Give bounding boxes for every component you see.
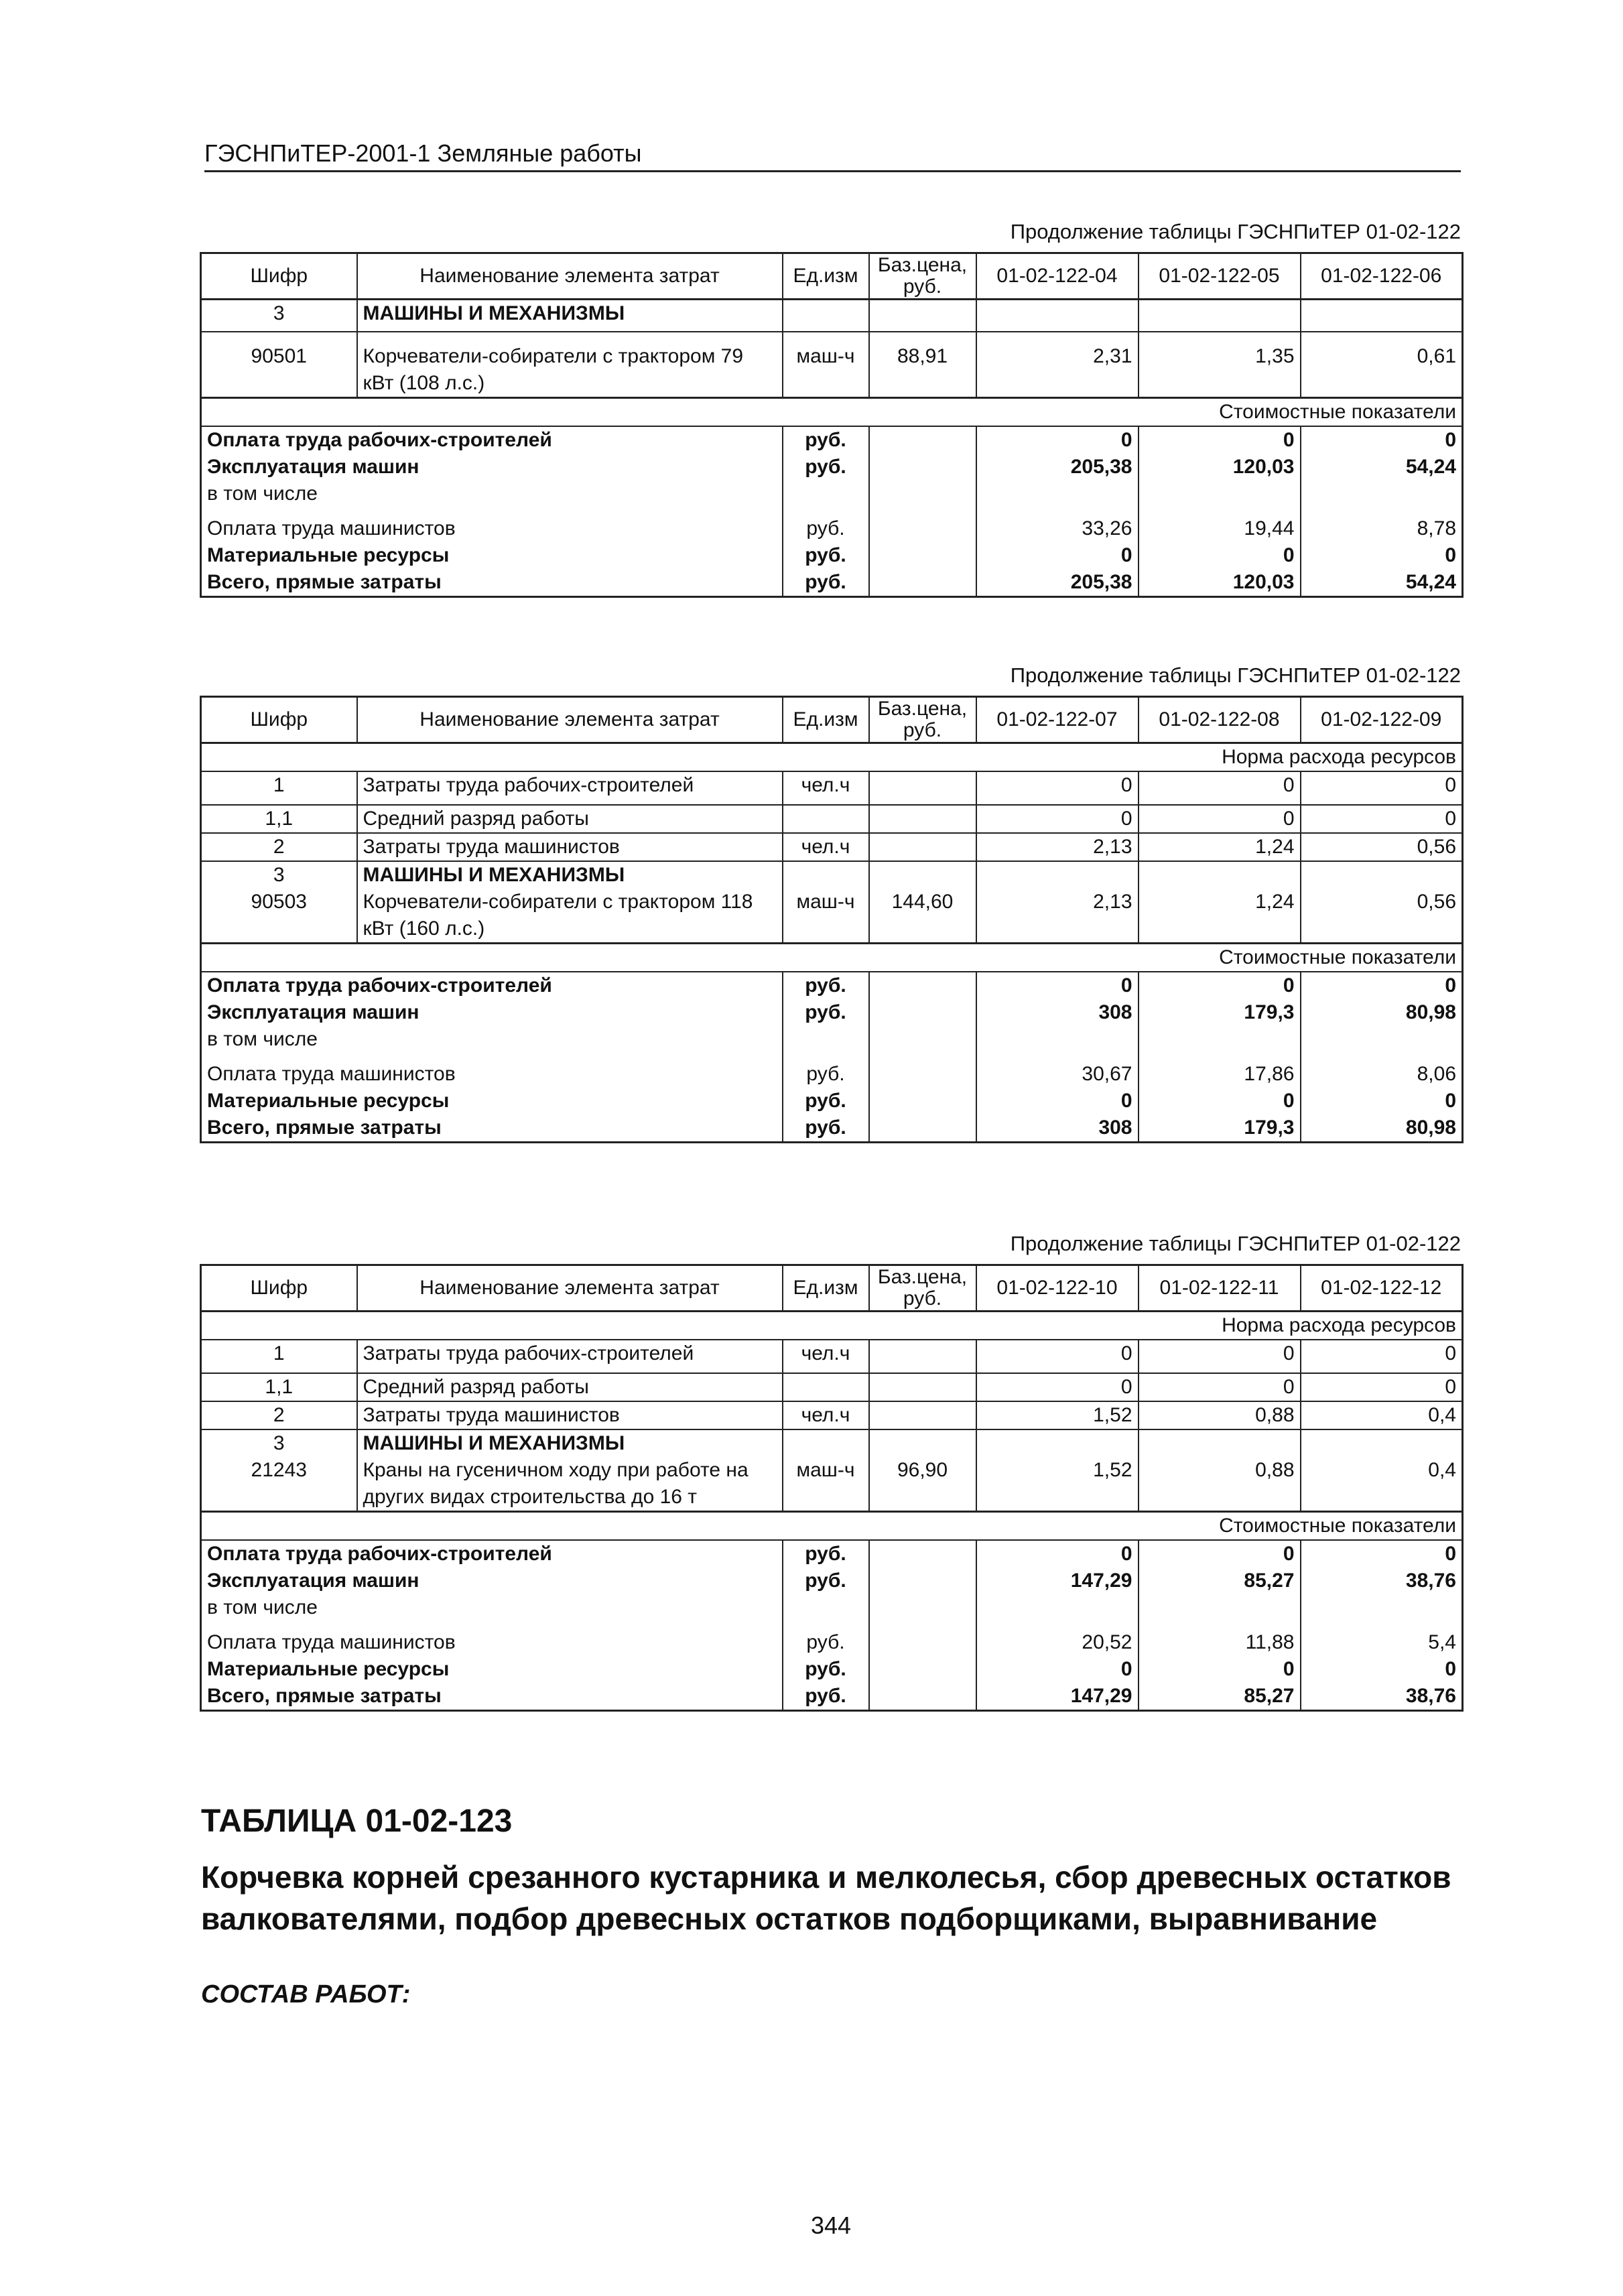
column-header-rate: 01-02-122-09 [1301, 697, 1463, 743]
cost-row [201, 1629, 1463, 1656]
row-value: 0,56 [1301, 833, 1463, 861]
table-row [201, 1373, 1463, 1401]
work-composition-label: СОСТАВ РАБОТ: [201, 1980, 411, 2008]
row-value: 2,13 [976, 833, 1139, 861]
row-price [869, 771, 976, 805]
column-header-name: Наименование элемента затрат [357, 697, 783, 743]
cost-row [201, 1114, 1463, 1143]
cost-name: Эксплуатация машин [201, 454, 783, 481]
cost-value: 0 [1301, 972, 1463, 999]
section-row [201, 1512, 1463, 1541]
row-value: 0 [1301, 805, 1463, 833]
table-header-row [201, 697, 1463, 743]
cost-value: 205,38 [976, 569, 1139, 597]
cost-value: 0 [976, 542, 1139, 569]
page-number: 344 [810, 2212, 852, 2239]
cost-name: Оплата труда рабочих-строителей [201, 426, 783, 454]
row-unit [783, 805, 869, 833]
cost-value: 33,26 [976, 515, 1139, 542]
row-price [869, 300, 976, 332]
cost-value: 38,76 [1301, 1568, 1463, 1594]
cost-value: 0 [1301, 1656, 1463, 1683]
cost-row [201, 542, 1463, 569]
column-header-rate: 01-02-122-12 [1301, 1265, 1463, 1312]
cost-value: 20,52 [976, 1629, 1139, 1656]
row-code: 90501 [201, 332, 357, 398]
cost-row [201, 1568, 1463, 1594]
cost-name: Всего, прямые затраты [201, 1683, 783, 1711]
page-header: ГЭСНПиТЕР-2001-1 Земляные работы [204, 139, 1461, 172]
column-header-price: Баз.цена, руб. [869, 253, 976, 300]
table-row [201, 889, 1463, 944]
cost-value: 0 [976, 972, 1139, 999]
section-label: Норма расхода ресурсов [201, 743, 1463, 772]
table-row [201, 805, 1463, 833]
cost-value: 0 [1301, 542, 1463, 569]
cost-value: 85,27 [1139, 1568, 1301, 1594]
cost-name: Материальные ресурсы [201, 1088, 783, 1114]
cost-value: 0 [1139, 1656, 1301, 1683]
row-name: Краны на гусеничном ходу при работе на других видах строительства до 16 т [357, 1457, 783, 1512]
column-header-unit: Ед.изм [783, 253, 869, 300]
cost-name: Эксплуатация машин [201, 999, 783, 1026]
column-header-name: Наименование элемента затрат [357, 253, 783, 300]
row-name: МАШИНЫ И МЕХАНИЗМЫ [357, 300, 783, 332]
cost-value: 0 [1301, 1540, 1463, 1568]
cost-value: 0 [1139, 426, 1301, 454]
cost-row [201, 1540, 1463, 1568]
row-value: 0 [1139, 1373, 1301, 1401]
row-unit: чел.ч [783, 1401, 869, 1429]
cost-value: 30,67 [976, 1061, 1139, 1088]
row-value: 0 [976, 1373, 1139, 1401]
cost-row [201, 1088, 1463, 1114]
cost-row [201, 1656, 1463, 1683]
resource-table [200, 696, 1464, 1143]
cost-name: Оплата труда рабочих-строителей [201, 972, 783, 999]
section-label: Норма расхода ресурсов [201, 1312, 1463, 1340]
row-unit: маш-ч [783, 889, 869, 944]
cost-value: 308 [976, 999, 1139, 1026]
row-value: 0,88 [1139, 1457, 1301, 1512]
row-price: 88,91 [869, 332, 976, 398]
column-header-unit: Ед.изм [783, 1265, 869, 1312]
row-code: 1,1 [201, 805, 357, 833]
row-price [869, 1373, 976, 1401]
cost-row [201, 481, 1463, 515]
row-name: МАШИНЫ И МЕХАНИЗМЫ [357, 1429, 783, 1457]
row-price: 96,90 [869, 1457, 976, 1512]
table-continuation-note: Продолжение таблицы ГЭСНПиТЕР 01-02-122 [1010, 663, 1461, 687]
row-price [869, 1340, 976, 1373]
row-code: 3 [201, 1429, 357, 1457]
row-price: 144,60 [869, 889, 976, 944]
table-header-row [201, 1265, 1463, 1312]
cost-value: 308 [976, 1114, 1139, 1143]
row-unit: маш-ч [783, 1457, 869, 1512]
cost-unit: руб. [783, 999, 869, 1026]
cost-value: 19,44 [1139, 515, 1301, 542]
row-value: 0 [1139, 805, 1301, 833]
cost-value: 8,78 [1301, 515, 1463, 542]
cost-row [201, 426, 1463, 454]
cost-row [201, 972, 1463, 999]
table-row [201, 1340, 1463, 1373]
row-value: 1,52 [976, 1401, 1139, 1429]
row-code: 2 [201, 1401, 357, 1429]
cost-name: Всего, прямые затраты [201, 1114, 783, 1143]
table-row [201, 300, 1463, 332]
cost-name: Оплата труда машинистов [201, 515, 783, 542]
cost-value: 54,24 [1301, 454, 1463, 481]
cost-value: 11,88 [1139, 1629, 1301, 1656]
cost-value: 0 [976, 1540, 1139, 1568]
cost-name: в том числе [201, 1594, 783, 1629]
column-header-rate: 01-02-122-05 [1139, 253, 1301, 300]
row-unit: маш-ч [783, 332, 869, 398]
cost-unit: руб. [783, 1683, 869, 1711]
table-row [201, 1457, 1463, 1512]
row-name: Затраты труда машинистов [357, 833, 783, 861]
table-row [201, 833, 1463, 861]
cost-row [201, 569, 1463, 597]
row-name: Средний разряд работы [357, 1373, 783, 1401]
table-row [201, 1401, 1463, 1429]
cost-name: Материальные ресурсы [201, 542, 783, 569]
table-continuation-note: Продолжение таблицы ГЭСНПиТЕР 01-02-122 [1010, 220, 1461, 243]
cost-value: 120,03 [1139, 454, 1301, 481]
cost-value: 0 [1301, 426, 1463, 454]
cost-row [201, 1594, 1463, 1629]
row-unit [783, 1373, 869, 1401]
row-value: 0,56 [1301, 889, 1463, 944]
column-header-code: Шифр [201, 253, 357, 300]
row-value: 0,61 [1301, 332, 1463, 398]
cost-value: 0 [1139, 542, 1301, 569]
row-value: 0 [1139, 771, 1301, 805]
cost-value: 147,29 [976, 1568, 1139, 1594]
column-header-name: Наименование элемента затрат [357, 1265, 783, 1312]
column-header-code: Шифр [201, 1265, 357, 1312]
row-code: 21243 [201, 1457, 357, 1512]
cost-value: 80,98 [1301, 999, 1463, 1026]
section-row [201, 743, 1463, 772]
row-value: 0,4 [1301, 1401, 1463, 1429]
column-header-rate: 01-02-122-07 [976, 697, 1139, 743]
cost-row [201, 1026, 1463, 1061]
cost-name: в том числе [201, 481, 783, 515]
cost-value: 0 [1139, 972, 1301, 999]
cost-value: 0 [976, 1656, 1139, 1683]
column-header-unit: Ед.изм [783, 697, 869, 743]
cost-value: 179,3 [1139, 1114, 1301, 1143]
row-value: 0 [1301, 1373, 1463, 1401]
row-unit: чел.ч [783, 1340, 869, 1373]
row-code: 1 [201, 1340, 357, 1373]
cost-name: Всего, прямые затраты [201, 569, 783, 597]
cost-row [201, 999, 1463, 1026]
column-header-rate: 01-02-122-06 [1301, 253, 1463, 300]
row-name: Затраты труда машинистов [357, 1401, 783, 1429]
row-code: 3 [201, 300, 357, 332]
cost-unit: руб. [783, 972, 869, 999]
column-header-rate: 01-02-122-11 [1139, 1265, 1301, 1312]
cost-unit: руб. [783, 1114, 869, 1143]
row-price [869, 805, 976, 833]
row-code: 1 [201, 771, 357, 805]
row-code: 3 [201, 861, 357, 889]
section-label: Стоимостные показатели [201, 1512, 1463, 1541]
row-value: 0 [1139, 1340, 1301, 1373]
table-row [201, 332, 1463, 398]
resource-table [200, 252, 1464, 598]
row-unit: чел.ч [783, 833, 869, 861]
row-value: 1,35 [1139, 332, 1301, 398]
row-value: 0 [976, 771, 1139, 805]
cost-value: 17,86 [1139, 1061, 1301, 1088]
row-name: МАШИНЫ И МЕХАНИЗМЫ [357, 861, 783, 889]
row-unit: чел.ч [783, 771, 869, 805]
cost-row [201, 454, 1463, 481]
table-continuation-note: Продолжение таблицы ГЭСНПиТЕР 01-02-122 [1010, 1232, 1461, 1255]
row-value: 1,52 [976, 1457, 1139, 1512]
row-code: 1,1 [201, 1373, 357, 1401]
cost-name: Оплата труда машинистов [201, 1061, 783, 1088]
table-row [201, 1429, 1463, 1457]
row-value [1139, 300, 1301, 332]
row-value: 0 [1301, 1340, 1463, 1373]
column-header-code: Шифр [201, 697, 357, 743]
table-row [201, 861, 1463, 889]
cost-value: 0 [1301, 1088, 1463, 1114]
cost-value: 8,06 [1301, 1061, 1463, 1088]
row-value: 1,24 [1139, 833, 1301, 861]
table-header-row [201, 253, 1463, 300]
cost-value: 85,27 [1139, 1683, 1301, 1711]
table-row [201, 771, 1463, 805]
row-code: 2 [201, 833, 357, 861]
cost-value: 38,76 [1301, 1683, 1463, 1711]
cost-unit: руб. [783, 1629, 869, 1656]
row-name: Затраты труда рабочих-строителей [357, 771, 783, 805]
row-price [869, 833, 976, 861]
cost-unit: руб. [783, 1061, 869, 1088]
row-value: 0,88 [1139, 1401, 1301, 1429]
row-name: Корчеватели-собиратели с трактором 79 кВт (108 л.с.) [357, 332, 783, 398]
cost-value: 179,3 [1139, 999, 1301, 1026]
row-value [1301, 300, 1463, 332]
section-row [201, 397, 1463, 426]
row-value: 0,4 [1301, 1457, 1463, 1512]
row-unit [783, 300, 869, 332]
column-header-rate: 01-02-122-04 [976, 253, 1139, 300]
cost-value: 5,4 [1301, 1629, 1463, 1656]
cost-unit: руб. [783, 542, 869, 569]
row-value [976, 300, 1139, 332]
cost-unit: руб. [783, 1088, 869, 1114]
section-row [201, 944, 1463, 972]
cost-unit: руб. [783, 454, 869, 481]
cost-unit: руб. [783, 1656, 869, 1683]
cost-value: 80,98 [1301, 1114, 1463, 1143]
row-value: 0 [1301, 771, 1463, 805]
cost-unit: руб. [783, 1540, 869, 1568]
cost-unit: руб. [783, 426, 869, 454]
row-price [869, 1401, 976, 1429]
row-code: 90503 [201, 889, 357, 944]
row-value: 0 [976, 1340, 1139, 1373]
cost-value: 0 [1139, 1540, 1301, 1568]
cost-value: 147,29 [976, 1683, 1139, 1711]
row-name: Затраты труда рабочих-строителей [357, 1340, 783, 1373]
cost-value: 120,03 [1139, 569, 1301, 597]
column-header-price: Баз.цена, руб. [869, 697, 976, 743]
row-name: Средний разряд работы [357, 805, 783, 833]
cost-value: 0 [1139, 1088, 1301, 1114]
cost-row [201, 515, 1463, 542]
row-name: Корчеватели-собиратели с трактором 118 кВт (160 л.с.) [357, 889, 783, 944]
row-value: 2,13 [976, 889, 1139, 944]
row-value: 2,31 [976, 332, 1139, 398]
cost-name: Материальные ресурсы [201, 1656, 783, 1683]
cost-name: Оплата труда машинистов [201, 1629, 783, 1656]
next-table-title: ТАБЛИЦА 01-02-123 [201, 1803, 513, 1839]
cost-name: Оплата труда рабочих-строителей [201, 1540, 783, 1568]
cost-unit: руб. [783, 515, 869, 542]
section-label: Стоимостные показатели [201, 944, 1463, 972]
section-label: Стоимостные показатели [201, 397, 1463, 426]
cost-unit: руб. [783, 1568, 869, 1594]
cost-name: в том числе [201, 1026, 783, 1061]
column-header-rate: 01-02-122-10 [976, 1265, 1139, 1312]
cost-unit: руб. [783, 569, 869, 597]
column-header-price: Баз.цена, руб. [869, 1265, 976, 1312]
next-table-description: Корчевка корней срезанного кустарника и мелколесья, сбор древесных остатков валкователями, подбор древесных остатков подборщиками, выравнивание [201, 1860, 1451, 1936]
column-header-rate: 01-02-122-08 [1139, 697, 1301, 743]
cost-value: 54,24 [1301, 569, 1463, 597]
row-value: 0 [976, 805, 1139, 833]
resource-table [200, 1264, 1464, 1712]
cost-row [201, 1683, 1463, 1711]
cost-value: 205,38 [976, 454, 1139, 481]
section-row [201, 1312, 1463, 1340]
row-value: 1,24 [1139, 889, 1301, 944]
cost-value: 0 [976, 426, 1139, 454]
cost-name: Эксплуатация машин [201, 1568, 783, 1594]
cost-value: 0 [976, 1088, 1139, 1114]
cost-row [201, 1061, 1463, 1088]
